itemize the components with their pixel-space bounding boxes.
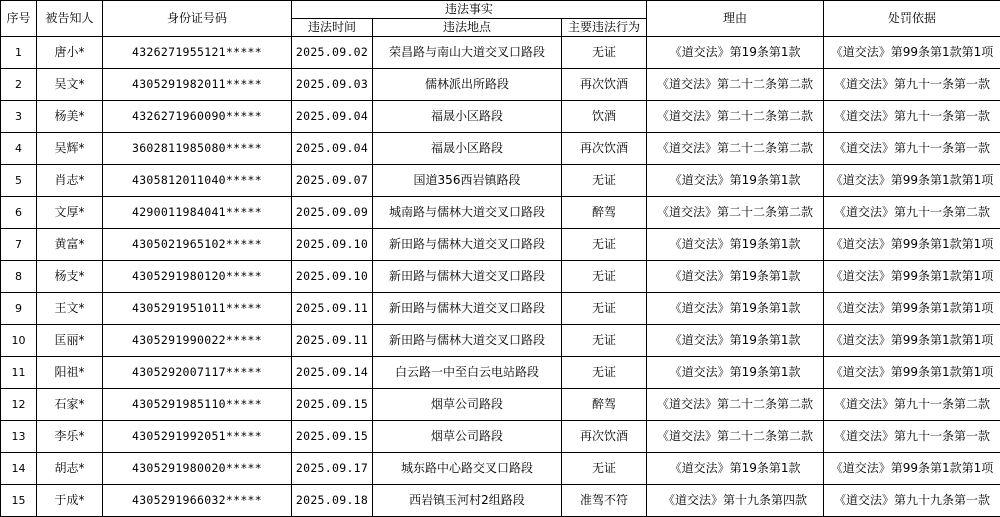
cell-time: 2025.09.10 <box>292 261 373 293</box>
cell-id-number: 4305291980120***** <box>103 261 292 293</box>
cell-id-number: 4326271955121***** <box>103 37 292 69</box>
cell-reason: 《道交法》第19条第1款 <box>647 37 824 69</box>
cell-reason: 《道交法》第19条第1款 <box>647 453 824 485</box>
cell-index: 7 <box>1 229 37 261</box>
cell-basis: 《道交法》第九十九条第一款 <box>824 485 1000 517</box>
cell-index: 11 <box>1 357 37 389</box>
cell-basis: 《道交法》第99条第1款第1项 <box>824 357 1000 389</box>
table-row <box>1 485 1000 517</box>
cell-behavior: 再次饮酒 <box>562 69 647 101</box>
cell-name: 胡志* <box>37 453 103 485</box>
cell-reason: 《道交法》第二十二条第二款 <box>647 421 824 453</box>
cell-index: 1 <box>1 37 37 69</box>
cell-index: 13 <box>1 421 37 453</box>
cell-basis: 《道交法》第99条第1款第1项 <box>824 325 1000 357</box>
cell-basis: 《道交法》第99条第1款第1项 <box>824 165 1000 197</box>
cell-basis: 《道交法》第九十一条第一款 <box>824 133 1000 165</box>
cell-time: 2025.09.15 <box>292 389 373 421</box>
cell-name: 阳祖* <box>37 357 103 389</box>
cell-location: 新田路与儒林大道交叉口路段 <box>373 293 562 325</box>
cell-id-number: 4305291990022***** <box>103 325 292 357</box>
cell-location: 福晟小区路段 <box>373 133 562 165</box>
cell-reason: 《道交法》第19条第1款 <box>647 325 824 357</box>
cell-name: 黄富* <box>37 229 103 261</box>
cell-behavior: 准驾不符 <box>562 485 647 517</box>
cell-index: 10 <box>1 325 37 357</box>
cell-name: 吴文* <box>37 69 103 101</box>
cell-reason: 《道交法》第19条第1款 <box>647 357 824 389</box>
table-row <box>1 197 1000 229</box>
cell-time: 2025.09.11 <box>292 293 373 325</box>
cell-location: 新田路与儒林大道交叉口路段 <box>373 325 562 357</box>
cell-behavior: 无证 <box>562 261 647 293</box>
cell-index: 2 <box>1 69 37 101</box>
table-row <box>1 421 1000 453</box>
cell-location: 新田路与儒林大道交叉口路段 <box>373 261 562 293</box>
cell-time: 2025.09.11 <box>292 325 373 357</box>
cell-index: 3 <box>1 101 37 133</box>
cell-name: 唐小* <box>37 37 103 69</box>
cell-name: 李乐* <box>37 421 103 453</box>
cell-reason: 《道交法》第二十二条第二款 <box>647 197 824 229</box>
table-row <box>1 69 1000 101</box>
cell-name: 石家* <box>37 389 103 421</box>
table-row <box>1 357 1000 389</box>
cell-time: 2025.09.14 <box>292 357 373 389</box>
cell-basis: 《道交法》第九十一条第二款 <box>824 389 1000 421</box>
cell-time: 2025.09.02 <box>292 37 373 69</box>
cell-location: 荣昌路与南山大道交叉口路段 <box>373 37 562 69</box>
cell-reason: 《道交法》第二十二条第二款 <box>647 101 824 133</box>
cell-time: 2025.09.04 <box>292 101 373 133</box>
cell-index: 14 <box>1 453 37 485</box>
cell-behavior: 无证 <box>562 165 647 197</box>
table-row <box>1 101 1000 133</box>
cell-id-number: 4305291982011***** <box>103 69 292 101</box>
cell-name: 吴辉* <box>37 133 103 165</box>
cell-location: 国道356西岩镇路段 <box>373 165 562 197</box>
cell-location: 烟草公司路段 <box>373 421 562 453</box>
cell-index: 4 <box>1 133 37 165</box>
cell-basis: 《道交法》第九十一条第一款 <box>824 101 1000 133</box>
cell-time: 2025.09.07 <box>292 165 373 197</box>
table-header <box>1 1 1000 37</box>
cell-id-number: 4305291985110***** <box>103 389 292 421</box>
cell-basis: 《道交法》第99条第1款第1项 <box>824 453 1000 485</box>
cell-reason: 《道交法》第二十二条第二款 <box>647 69 824 101</box>
table-row <box>1 229 1000 261</box>
cell-name: 匡丽* <box>37 325 103 357</box>
cell-location: 福晟小区路段 <box>373 101 562 133</box>
cell-id-number: 4305291980020***** <box>103 453 292 485</box>
cell-index: 5 <box>1 165 37 197</box>
cell-location: 儒林派出所路段 <box>373 69 562 101</box>
cell-index: 15 <box>1 485 37 517</box>
cell-location: 白云路一中至白云电站路段 <box>373 357 562 389</box>
cell-location: 城东路中心路交叉口路段 <box>373 453 562 485</box>
cell-name: 杨支* <box>37 261 103 293</box>
header-index: 序号 <box>1 1 37 37</box>
cell-reason: 《道交法》第二十二条第二款 <box>647 133 824 165</box>
cell-basis: 《道交法》第九十一条第一款 <box>824 421 1000 453</box>
cell-reason: 《道交法》第19条第1款 <box>647 165 824 197</box>
cell-behavior: 再次饮酒 <box>562 133 647 165</box>
cell-location: 新田路与儒林大道交叉口路段 <box>373 229 562 261</box>
cell-reason: 《道交法》第二十二条第二款 <box>647 389 824 421</box>
header-reason: 理由 <box>647 1 824 37</box>
cell-id-number: 4305292007117***** <box>103 357 292 389</box>
cell-behavior: 饮酒 <box>562 101 647 133</box>
cell-reason: 《道交法》第19条第1款 <box>647 261 824 293</box>
header-id-number: 身份证号码 <box>103 1 292 37</box>
cell-location: 烟草公司路段 <box>373 389 562 421</box>
header-time: 违法时间 <box>292 19 373 37</box>
cell-id-number: 4305291951011***** <box>103 293 292 325</box>
table-row <box>1 453 1000 485</box>
cell-id-number: 4305812011040***** <box>103 165 292 197</box>
header-name: 被告知人 <box>37 1 103 37</box>
cell-time: 2025.09.15 <box>292 421 373 453</box>
cell-basis: 《道交法》第99条第1款第1项 <box>824 261 1000 293</box>
header-facts-group: 违法事实 <box>292 1 647 19</box>
cell-basis: 《道交法》第九十一条第一款 <box>824 69 1000 101</box>
cell-behavior: 无证 <box>562 357 647 389</box>
cell-index: 9 <box>1 293 37 325</box>
table-row <box>1 261 1000 293</box>
cell-behavior: 无证 <box>562 293 647 325</box>
cell-name: 于成* <box>37 485 103 517</box>
cell-id-number: 3602811985080***** <box>103 133 292 165</box>
cell-basis: 《道交法》第99条第1款第1项 <box>824 229 1000 261</box>
cell-basis: 《道交法》第99条第1款第1项 <box>824 293 1000 325</box>
cell-index: 12 <box>1 389 37 421</box>
cell-basis: 《道交法》第99条第1款第1项 <box>824 37 1000 69</box>
cell-behavior: 无证 <box>562 325 647 357</box>
cell-reason: 《道交法》第19条第1款 <box>647 293 824 325</box>
table-row <box>1 37 1000 69</box>
header-row-1 <box>1 1 1000 19</box>
cell-index: 6 <box>1 197 37 229</box>
cell-basis: 《道交法》第九十一条第二款 <box>824 197 1000 229</box>
header-basis: 处罚依据 <box>824 1 1000 37</box>
cell-behavior: 醉驾 <box>562 197 647 229</box>
header-location: 违法地点 <box>373 19 562 37</box>
cell-id-number: 4290011984041***** <box>103 197 292 229</box>
cell-time: 2025.09.09 <box>292 197 373 229</box>
cell-location: 城南路与儒林大道交叉口路段 <box>373 197 562 229</box>
cell-name: 肖志* <box>37 165 103 197</box>
cell-id-number: 4326271960090***** <box>103 101 292 133</box>
table-row <box>1 165 1000 197</box>
table-row <box>1 389 1000 421</box>
cell-time: 2025.09.10 <box>292 229 373 261</box>
cell-behavior: 无证 <box>562 229 647 261</box>
cell-behavior: 无证 <box>562 453 647 485</box>
cell-behavior: 无证 <box>562 37 647 69</box>
header-behavior: 主要违法行为 <box>562 19 647 37</box>
cell-id-number: 4305291966032***** <box>103 485 292 517</box>
cell-time: 2025.09.04 <box>292 133 373 165</box>
table-row <box>1 133 1000 165</box>
cell-id-number: 4305021965102***** <box>103 229 292 261</box>
cell-location: 西岩镇玉河村2组路段 <box>373 485 562 517</box>
cell-id-number: 4305291992051***** <box>103 421 292 453</box>
cell-reason: 《道交法》第19条第1款 <box>647 229 824 261</box>
cell-behavior: 再次饮酒 <box>562 421 647 453</box>
cell-time: 2025.09.18 <box>292 485 373 517</box>
cell-name: 王文* <box>37 293 103 325</box>
table-row <box>1 325 1000 357</box>
cell-index: 8 <box>1 261 37 293</box>
cell-name: 杨美* <box>37 101 103 133</box>
table-row <box>1 293 1000 325</box>
cell-behavior: 醉驾 <box>562 389 647 421</box>
cell-time: 2025.09.17 <box>292 453 373 485</box>
cell-time: 2025.09.03 <box>292 69 373 101</box>
cell-reason: 《道交法》第十九条第四款 <box>647 485 824 517</box>
table-body <box>1 37 1000 517</box>
cell-name: 文厚* <box>37 197 103 229</box>
